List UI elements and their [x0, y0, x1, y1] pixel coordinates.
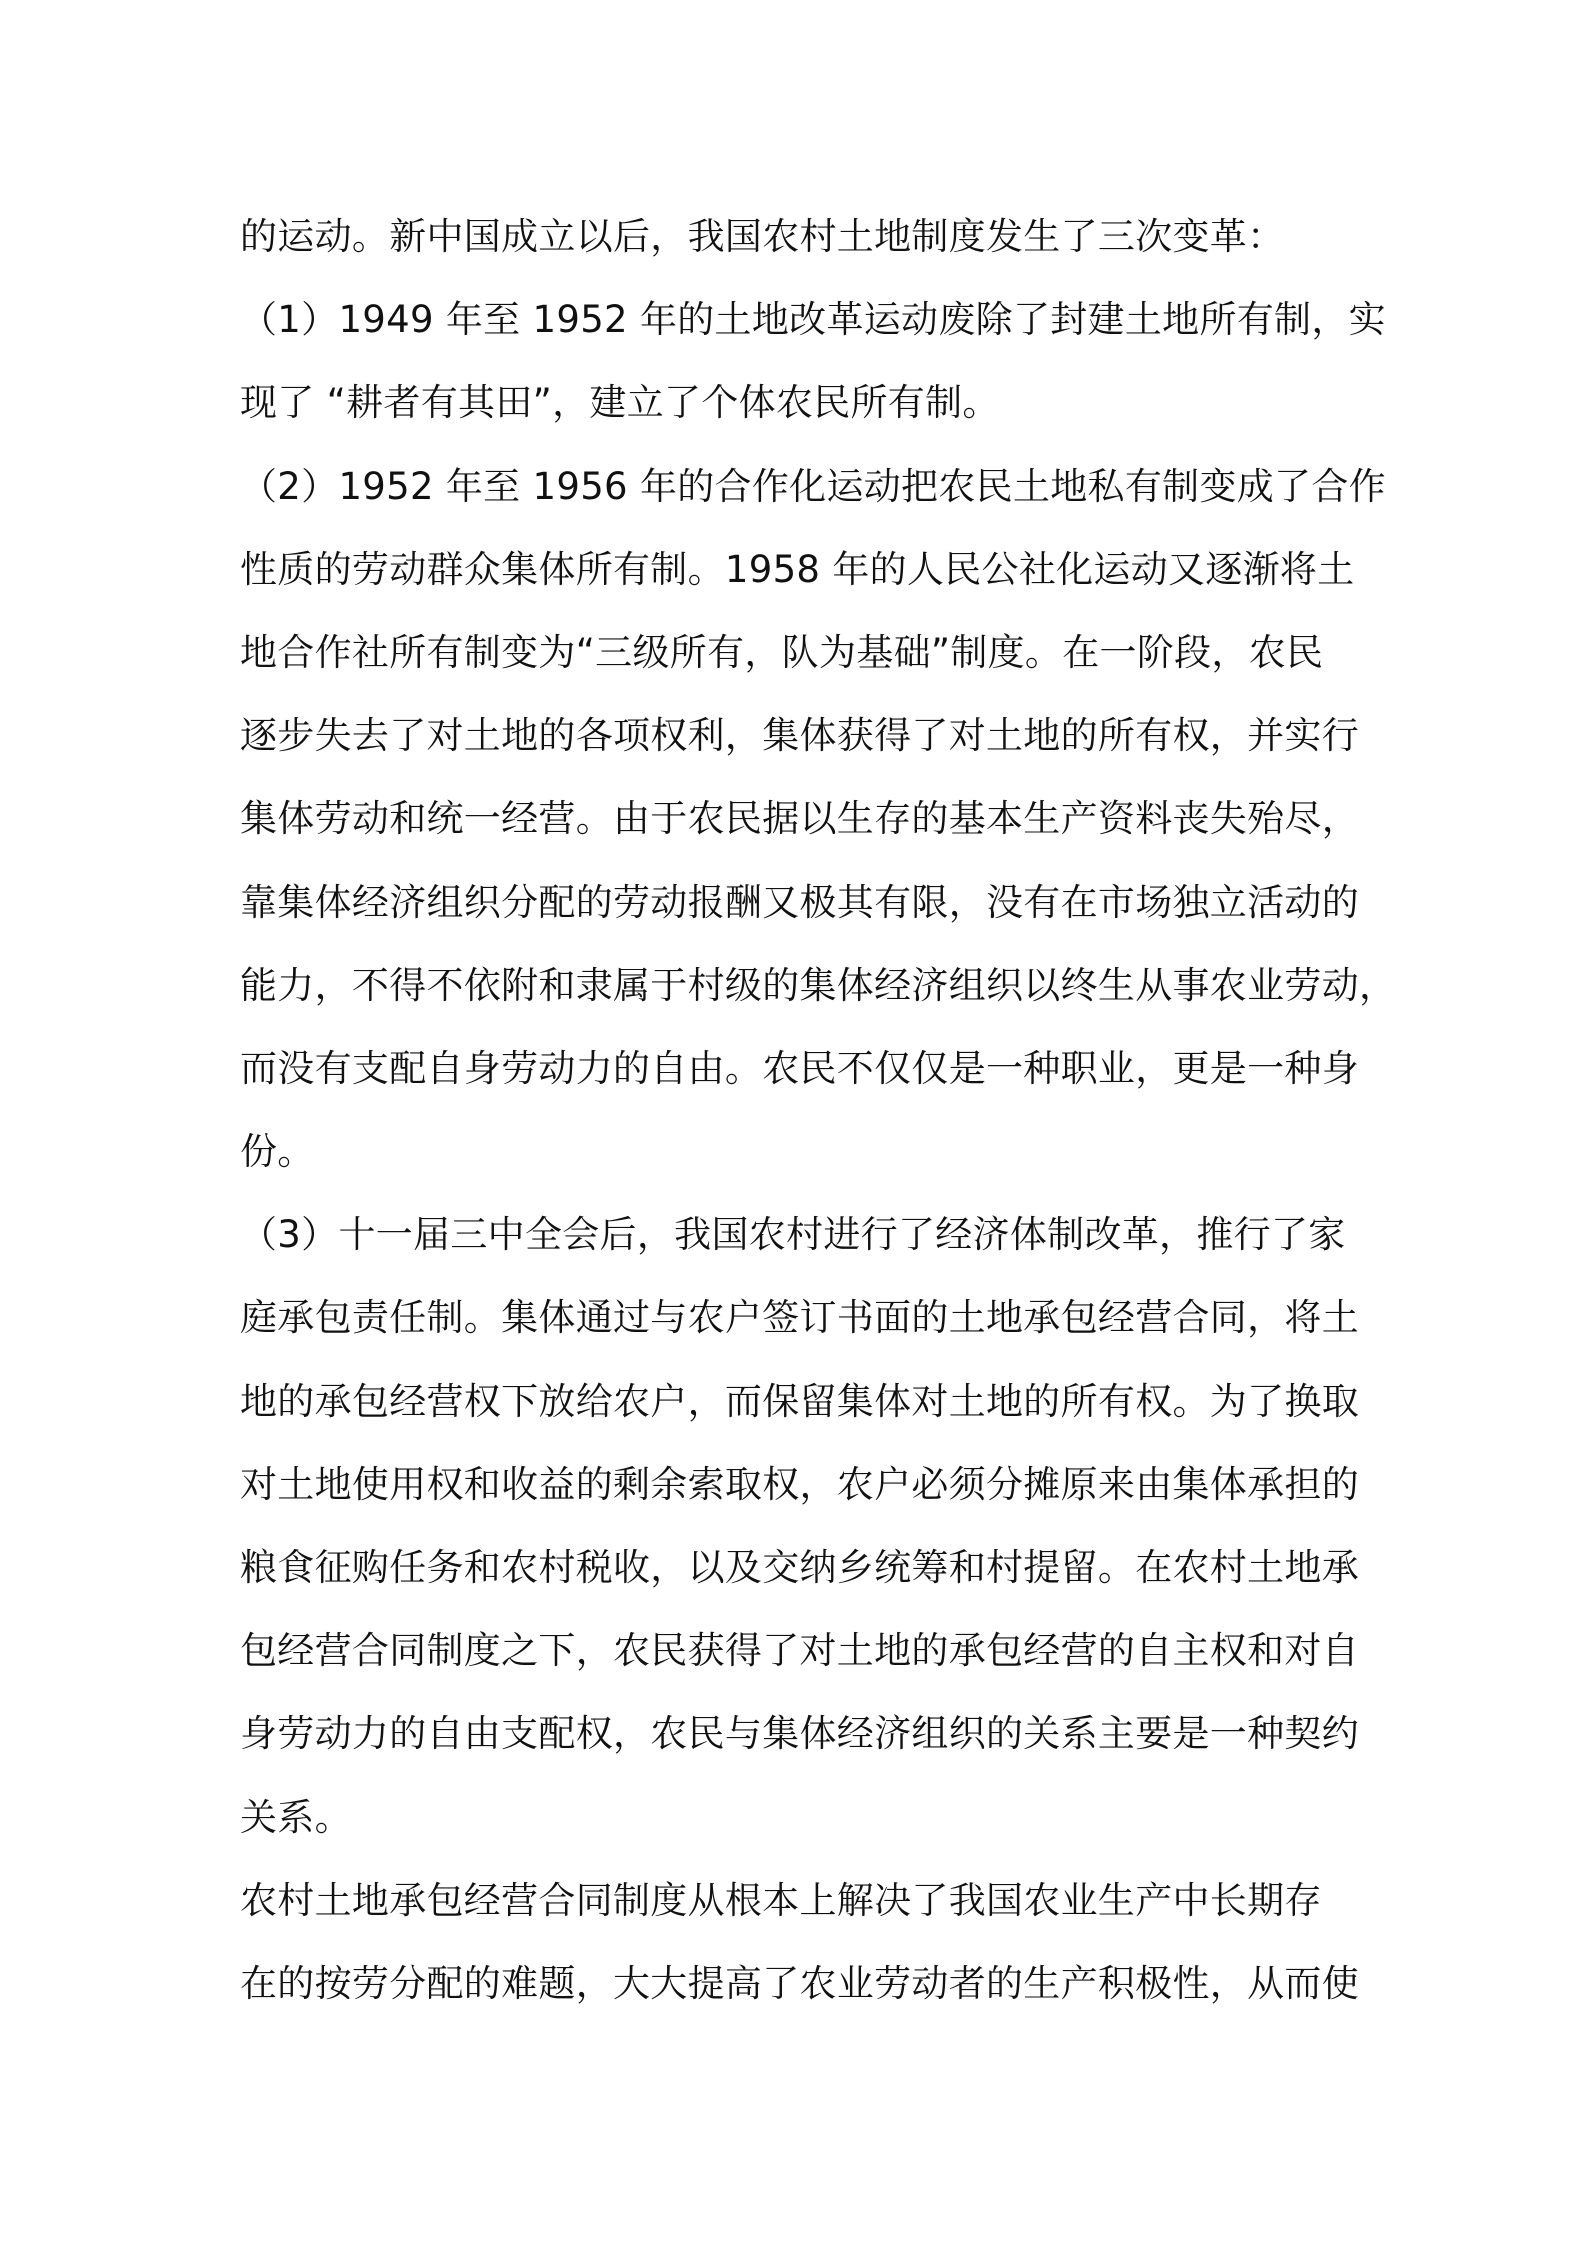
text-line: 能力，不得不依附和隶属于村级的集体经济组织以终生从事农业劳动， [240, 963, 1397, 1007]
text-line: 现了 “耕者有其田”，建立了个体农民所有制。 [240, 381, 1000, 425]
text-line: 身劳动力的自由支配权，农民与集体经济组织的关系主要是一种契约 [240, 1712, 1359, 1756]
text-line: 而没有支配自身劳动力的自由。农民不仅仅是一种职业，更是一种身 [240, 1046, 1359, 1090]
text-line: 庭承包责任制。集体通过与农户签订书面的土地承包经营合同，将土 [240, 1296, 1359, 1340]
text-line: 逐步失去了对土地的各项权利，集体获得了对土地的所有权，并实行 [240, 714, 1359, 758]
body-text [240, 195, 1397, 2025]
text-line: 粮食征购任务和农村税收，以及交纳乡统筹和村提留。在农村土地承 [240, 1546, 1359, 1589]
text-line: 地合作社所有制变为“三级所有，队为基础”制度。在一阶段，农民 [240, 630, 1324, 674]
text-line: 在的按劳分配的难题，大大提高了农业劳动者的生产积极性，从而使 [240, 1961, 1359, 2005]
text-line: 农村土地承包经营合同制度从根本上解决了我国农业生产中长期存 [240, 1878, 1322, 1922]
text-line: 的运动。新中国成立以后，我国农村土地制度发生了三次变革： [240, 215, 1285, 258]
text-line: （1）1949 年至 1952 年的土地改革运动废除了封建土地所有制，实 [240, 298, 1386, 342]
text-line: 靠集体经济组织分配的劳动报酬又极其有限，没有在市场独立活动的 [240, 880, 1359, 924]
text-line: 集体劳动和统一经营。由于农民据以生存的基本生产资料丧失殆尽， [240, 797, 1359, 841]
text-line: 包经营合同制度之下，农民获得了对土地的承包经营的自主权和对自 [240, 1629, 1359, 1673]
text-line: （3）十一届三中全会后，我国农村进行了经济体制改革，推行了家 [240, 1213, 1346, 1257]
text-line: （2）1952 年至 1956 年的合作化运动把农民土地私有制变成了合作 [240, 464, 1386, 508]
text-line: 份。 [240, 1130, 315, 1174]
text-line: 对土地使用权和收益的剩余索取权，农户必须分摊原来由集体承担的 [240, 1462, 1359, 1506]
text-line: 性质的劳动群众集体所有制。1958 年的人民公社化运动又逐渐将土 [240, 547, 1355, 591]
text-line: 地的承包经营权下放给农户，而保留集体对土地的所有权。为了换取 [240, 1379, 1359, 1423]
text-line: 关系。 [240, 1795, 352, 1839]
